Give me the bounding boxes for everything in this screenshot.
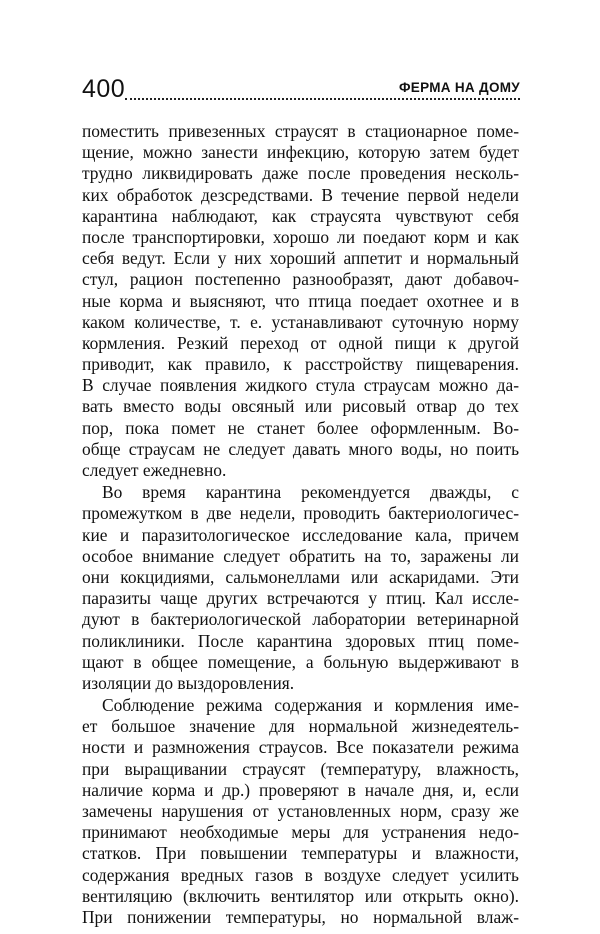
page-header bbox=[80, 76, 520, 106]
text-line: вать вместо воды овсяный или рисовый отвар до тех bbox=[82, 396, 519, 417]
text-line: обще страусам не следует давать много воды, но поить bbox=[82, 438, 519, 459]
page-number: 400 bbox=[82, 75, 126, 103]
text-line: изоляции до выздоровления. bbox=[82, 672, 295, 693]
text-line: паразиты чаще других встречаются у птиц. Кал иссле- bbox=[82, 588, 519, 609]
text-line: следует ежедневно. bbox=[82, 460, 227, 480]
text-line: промежутком в две недели, проводить бактериологичес- bbox=[82, 503, 519, 524]
text-line: ких обработок дезсредствами. В течение первой недели bbox=[82, 184, 519, 205]
text-line: приводит, как правило, к расстройству пищеварения. bbox=[82, 354, 519, 375]
text-line: статков. При повышении температуры и влажности, bbox=[82, 843, 519, 864]
header-dotted-rule bbox=[125, 98, 520, 100]
text-line: кормления. Резкий переход от одной пищи к другой bbox=[82, 332, 519, 353]
text-line: каком количестве, т. е. устанавливают суточную норму bbox=[82, 311, 519, 332]
text-line: ные корма и выясняют, что птица поедает охотнее и в bbox=[82, 290, 519, 311]
paragraph-1 bbox=[82, 121, 519, 481]
text-line: при выращивании страусят (температуру, влажность, bbox=[82, 758, 519, 779]
text-line: наличие корма и др.) проверяют в начале дня, и, если bbox=[82, 779, 519, 800]
text-line: ности и размножения страусов. Все показатели режима bbox=[82, 737, 519, 758]
text-line: поликлиники. После карантина здоровых птиц поме- bbox=[82, 630, 519, 651]
text-line: ет большое значение для нормальной жизнедеятель- bbox=[82, 716, 519, 737]
paragraph-3 bbox=[82, 695, 519, 928]
text-line: содержания вредных газов в воздухе следует усилить bbox=[82, 864, 519, 885]
text-line: При понижении температуры, но нормальной влаж- bbox=[82, 906, 519, 927]
text-line: замечены нарушения от установленных норм, сразу же bbox=[82, 801, 519, 821]
text-line: кие и паразитологическое исследование кала, причем bbox=[82, 524, 519, 545]
body-text bbox=[82, 121, 519, 928]
text-line: карантина наблюдают, как страусята чувствуют себя bbox=[82, 205, 519, 226]
text-line: Во время карантина рекомендуется дважды, с bbox=[102, 482, 519, 503]
text-line: дуют в бактериологической лаборатории ветеринарной bbox=[82, 609, 519, 630]
text-line: Соблюдение режима содержания и кормления име- bbox=[102, 695, 519, 716]
text-line: принимают необходимые меры для устранения недо- bbox=[82, 822, 519, 843]
text-line: пор, пока помет не станет более оформленным. Во- bbox=[82, 417, 519, 438]
text-line: стул, рацион постепенно разнообразят, дают добавоч- bbox=[82, 269, 519, 290]
text-line: В случае появления жидкого стула страусам можно да- bbox=[82, 375, 519, 396]
text-line: трудно ликвидировать даже после проведения несколь- bbox=[82, 163, 519, 184]
text-line: щают в общее помещение, а больную выдерживают в bbox=[82, 651, 519, 672]
text-line: щение, можно занести инфекцию, которую затем будет bbox=[82, 142, 519, 163]
running-title: ФЕРМА НА ДОМУ bbox=[398, 80, 520, 95]
text-line: поместить привезенных страусят в стационарное поме- bbox=[82, 121, 519, 141]
text-line: после транспортировки, хорошо ли поедают корм и как bbox=[82, 226, 519, 247]
text-line: себя ведут. Если у них хороший аппетит и нормальный bbox=[82, 248, 519, 269]
text-line: вентиляцию (включить вентилятор или открыть окно). bbox=[82, 885, 519, 906]
text-line: особое внимание следует обратить на то, заражены ли bbox=[82, 545, 519, 566]
paragraph-2 bbox=[82, 482, 519, 694]
text-line: они кокцидиями, сальмонеллами или аскаридами. Эти bbox=[82, 566, 519, 587]
